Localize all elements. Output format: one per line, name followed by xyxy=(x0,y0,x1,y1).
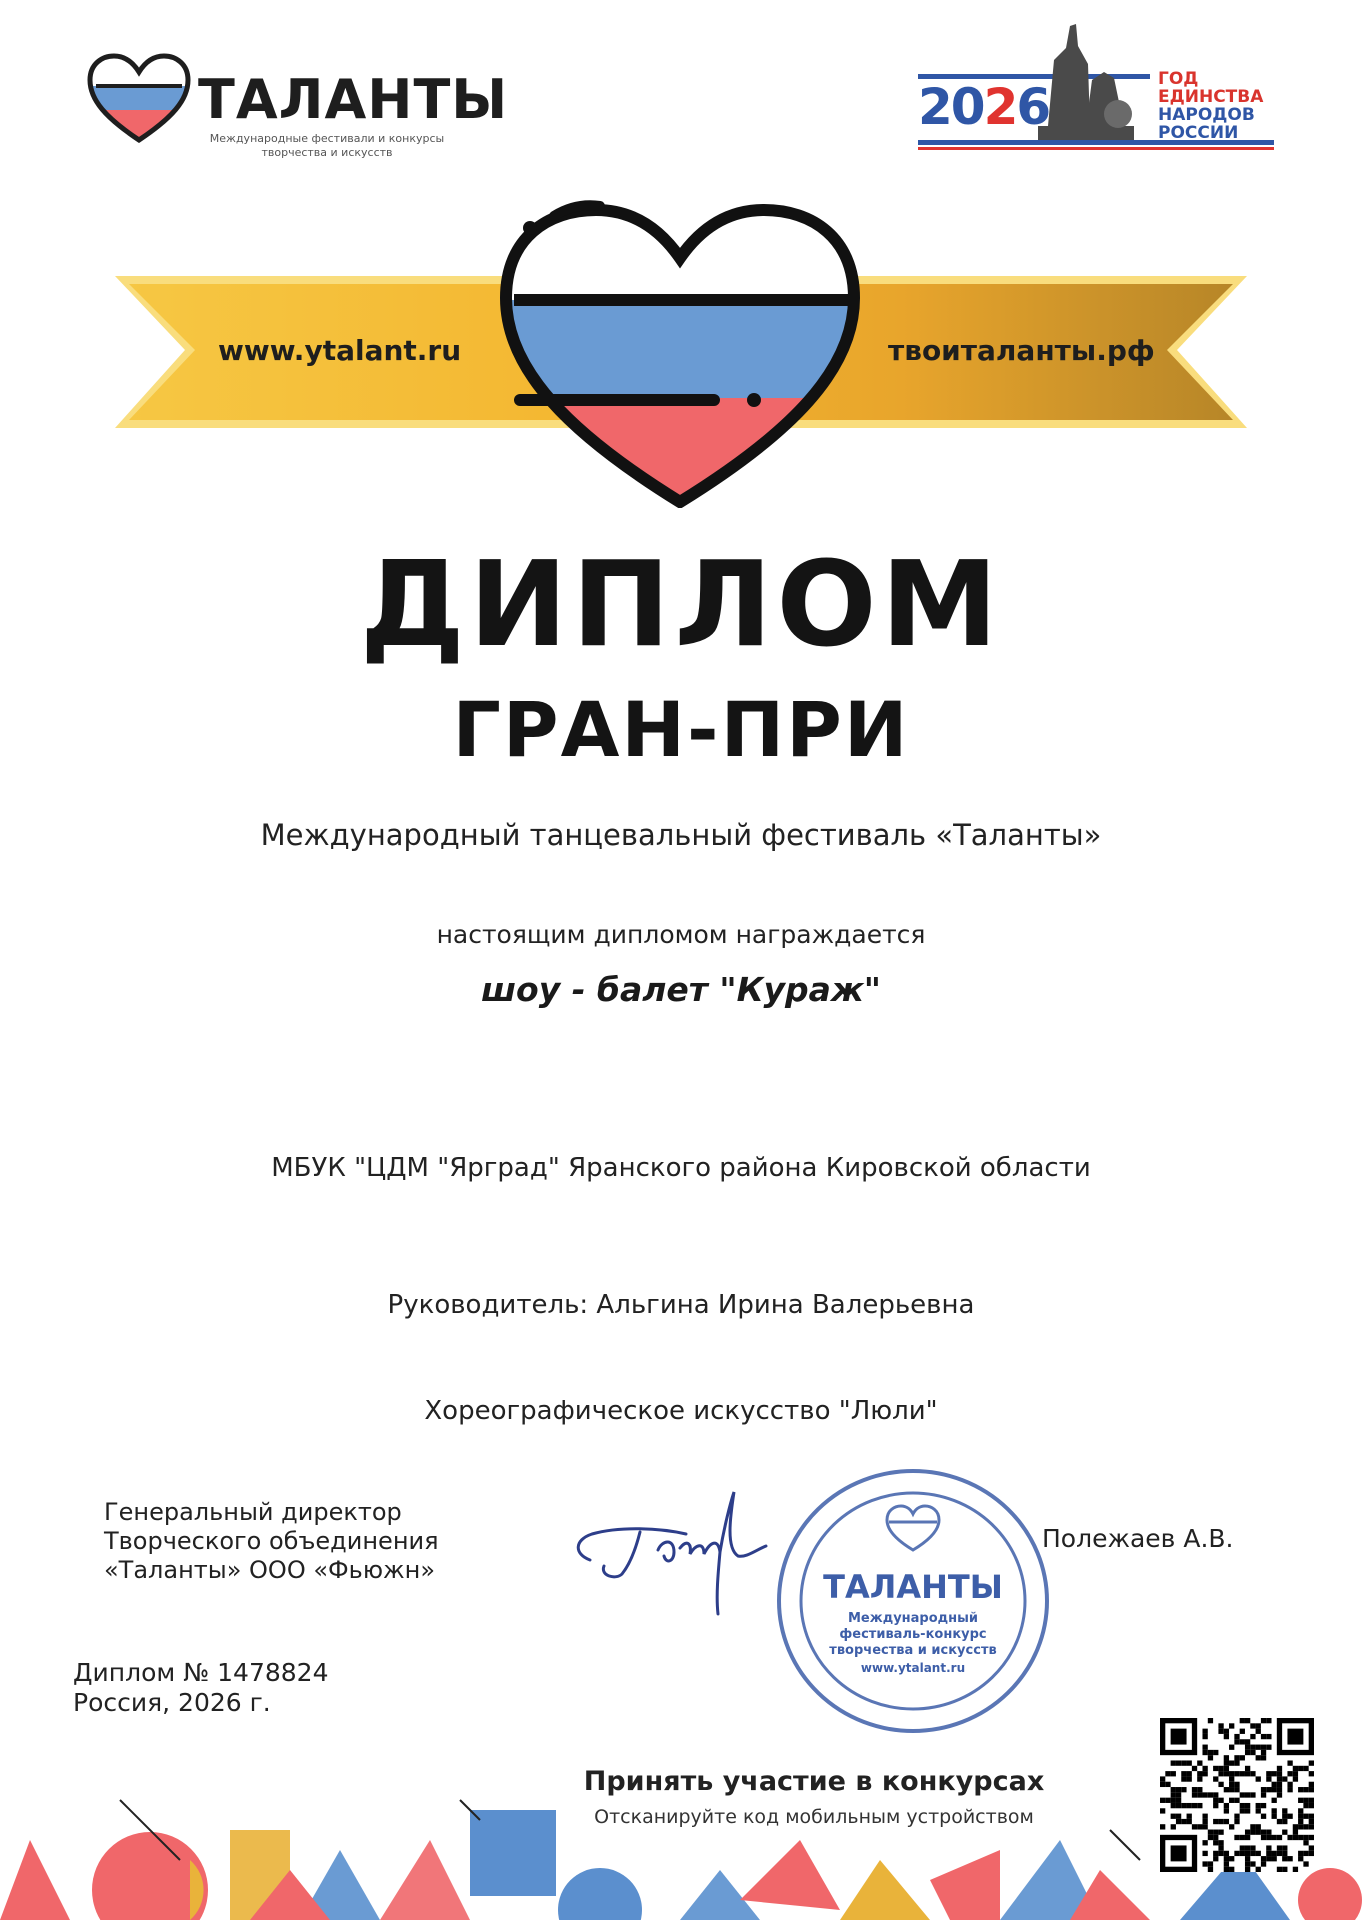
website-link-rf: твоиталанты.рф xyxy=(888,334,1155,367)
year-number: 2026 xyxy=(918,78,1050,136)
award-title: ГРАН-ПРИ xyxy=(452,685,910,774)
organization: МБУК "ЦДМ "Ярград" Яранского района Кировской области xyxy=(271,1153,1091,1183)
cta-title: Принять участие в конкурсах xyxy=(583,1766,1045,1797)
director-name: Полежаев А.В. xyxy=(1042,1524,1234,1553)
festival-name: Международный танцевальный фестиваль «Таланты» xyxy=(260,818,1102,852)
stamp-line: www.ytalant.ru xyxy=(860,1661,966,1675)
recipient-name: шоу - балет "Кураж" xyxy=(481,970,881,1009)
leader-name: Руководитель: Альгина Ирина Валерьевна xyxy=(387,1290,975,1320)
heart-logo-icon xyxy=(86,52,192,144)
awarded-text: настоящим дипломом награждается xyxy=(436,920,926,949)
website-link: www.ytalant.ru xyxy=(218,334,462,367)
cta-subtitle: Отсканируйте код мобильным устройством xyxy=(594,1806,1034,1828)
big-heart-icon xyxy=(490,188,870,508)
year-title: ГОД ЕДИНСТВА НАРОДОВ РОССИИ xyxy=(1158,69,1264,143)
stamp-line: творчества и искусств xyxy=(829,1643,997,1658)
stamp-title: ТАЛАНТЫ xyxy=(823,1568,1003,1606)
logo-name: ТАЛАНТЫ xyxy=(198,68,509,131)
stamp-line: фестиваль-конкурс xyxy=(839,1627,987,1642)
qr-code-icon[interactable] xyxy=(1160,1718,1314,1872)
decorative-shapes xyxy=(0,1780,1362,1920)
official-stamp xyxy=(775,1466,1051,1736)
logo-subtitle: Международные фестивали и конкурсы творчества и искусств xyxy=(209,132,445,159)
signature xyxy=(570,1478,770,1618)
director-position: Генеральный директор Творческого объединения «Таланты» ООО «Фьюжн» xyxy=(104,1498,439,1584)
nomination: Хореографическое искусство "Люли" xyxy=(424,1396,938,1426)
diploma-number: Диплом № 1478824 Россия, 2026 г. xyxy=(73,1658,329,1717)
diploma-title: ДИПЛОМ xyxy=(359,535,1003,673)
stamp-line: Международный xyxy=(848,1611,978,1626)
